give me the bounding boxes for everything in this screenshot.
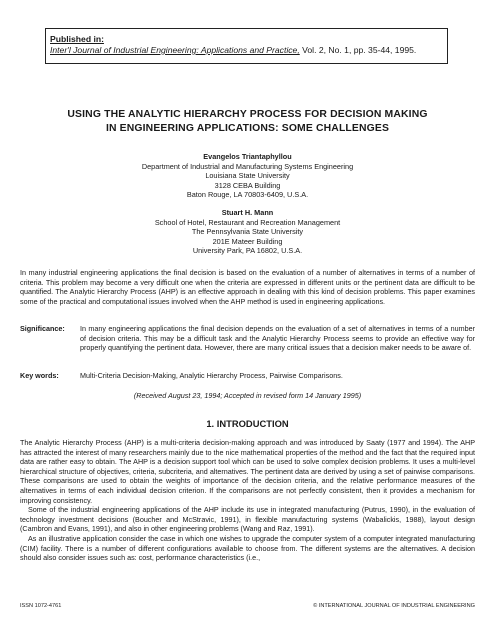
received-dates: (Received August 23, 1994; Accepted in revised form 14 January 1995) [133,391,362,400]
section-heading: 1. INTRODUCTION [206,418,289,429]
page-footer [20,603,475,609]
author-1-affil-2: Louisiana State University [205,171,290,181]
title-line-2: IN ENGINEERING APPLICATIONS: SOME CHALLENGES [105,123,390,134]
abstract: In many industrial engineering applications the final decision is based on the evaluation of a number of alternatives in terms of a number of criteria. This problem may become a very difficult one when the criteria are expressed in different units or the pertinent data are difficult to be quantified. The Analytic Hierarchy Process (AHP) is an effective approach in dealing with this kind of decision problems. This paper examines some of the practical and computational issues involved when the AHP method is used in engineering applications. [20,268,475,306]
intro-paragraph-1: The Analytic Hierarchy Process (AHP) is a multi-criteria decision-making approach and was introduced by Saaty (1977 and 1994). The AHP has attracted the interest of many researchers mainly due to the nice mathematical properties of the method and the fact that the required input data are rather easy to obtain. The AHP is a decision support tool which can be used to solve complex decision problems. It uses a multi-level hierarchical structure of objectives, criteria, subcriteria, and alternatives. The pertinent data are derived by using a set of pairwise comparisons. These comparisons are used to obtain the weights of importance of the decision criteria, and the relative performance measures of the alternatives in terms of each individual decision criterion. If the comparisons are not perfectly consistent, then it provides a mechanism for improving consistency. [20,438,475,505]
publication-box [45,28,448,64]
title-line-1: USING THE ANALYTIC HIERARCHY PROCESS FOR DECISION MAKING [67,109,428,120]
author-2-affil-4: University Park, PA 16802, U.S.A. [192,246,303,256]
intro-paragraph-3: As an illustrative application consider the case in which one wishes to upgrade the computer system of a computer integrated manufacturing (CIM) facility. There is a number of different configurations available to choose from. The different systems are the alternatives. A decision should also consider issues such as: cost, performance characteristics (i.e., [20,533,475,563]
keywords-label: Key words: [20,371,59,380]
intro-paragraph-2: Some of the industrial engineering applications of the AHP include its use in integrated manufacturing (Putrus, 1990), in the evaluation of technology investment decisions (Boucher and McStravic, 1991), in flexible manufacturing systems (Wabalickis, 1988), layout design (Cambron and Evans, 1991), and also in other engineering problems (Wang and Raz, 1991). [20,505,475,534]
intro-body [20,438,475,563]
author-2-affil-1: School of Hotel, Restaurant and Recreation Management [154,217,341,227]
keywords-text: Multi-Criteria Decision-Making, Analytic Hierarchy Process, Pairwise Comparisons. [80,371,343,380]
author-1-affil-1: Department of Industrial and Manufacturing Systems Engineering [141,161,354,171]
journal-details: Vol. 2, No. 1, pp. 35-44, 1995. [299,45,417,55]
author-2-name: Stuart H. Mann [221,207,274,217]
author-2-affil-2: The Pennsylvania State University [191,227,304,237]
journal-name: Inter'l Journal of Industrial Engineering: Applications and Practice, [50,45,300,55]
significance-text: In many engineering applications the final decision depends on the evaluation of a set of alternatives in terms of a number of decision criteria. This may be a difficult task and the Analytic Hierarchy Process seems to provide an effective way for properly quantifying the pertinent data. However, there are many critical issues that a decision maker needs to be aware of. [80,324,475,353]
footer-issn: ISSN 1072-4761 [20,603,62,609]
paper-title [20,108,475,136]
author-1-affil-3: 3128 CEBA Building [214,180,281,190]
keywords [20,371,475,381]
footer-copyright: © INTERNATIONAL JOURNAL OF INDUSTRIAL ENGINEERING [313,603,475,609]
author-2-affil-3: 201E Mateer Building [212,236,283,246]
significance-label: Significance: [20,324,65,333]
publication-citation [50,45,443,56]
publication-label: Published in: [50,34,104,44]
author-1-affil-4: Baton Rouge, LA 70803-6409, U.S.A. [186,190,309,200]
author-block [20,152,475,256]
author-1-name: Evangelos Triantaphyllou [203,152,292,161]
significance [20,324,475,353]
